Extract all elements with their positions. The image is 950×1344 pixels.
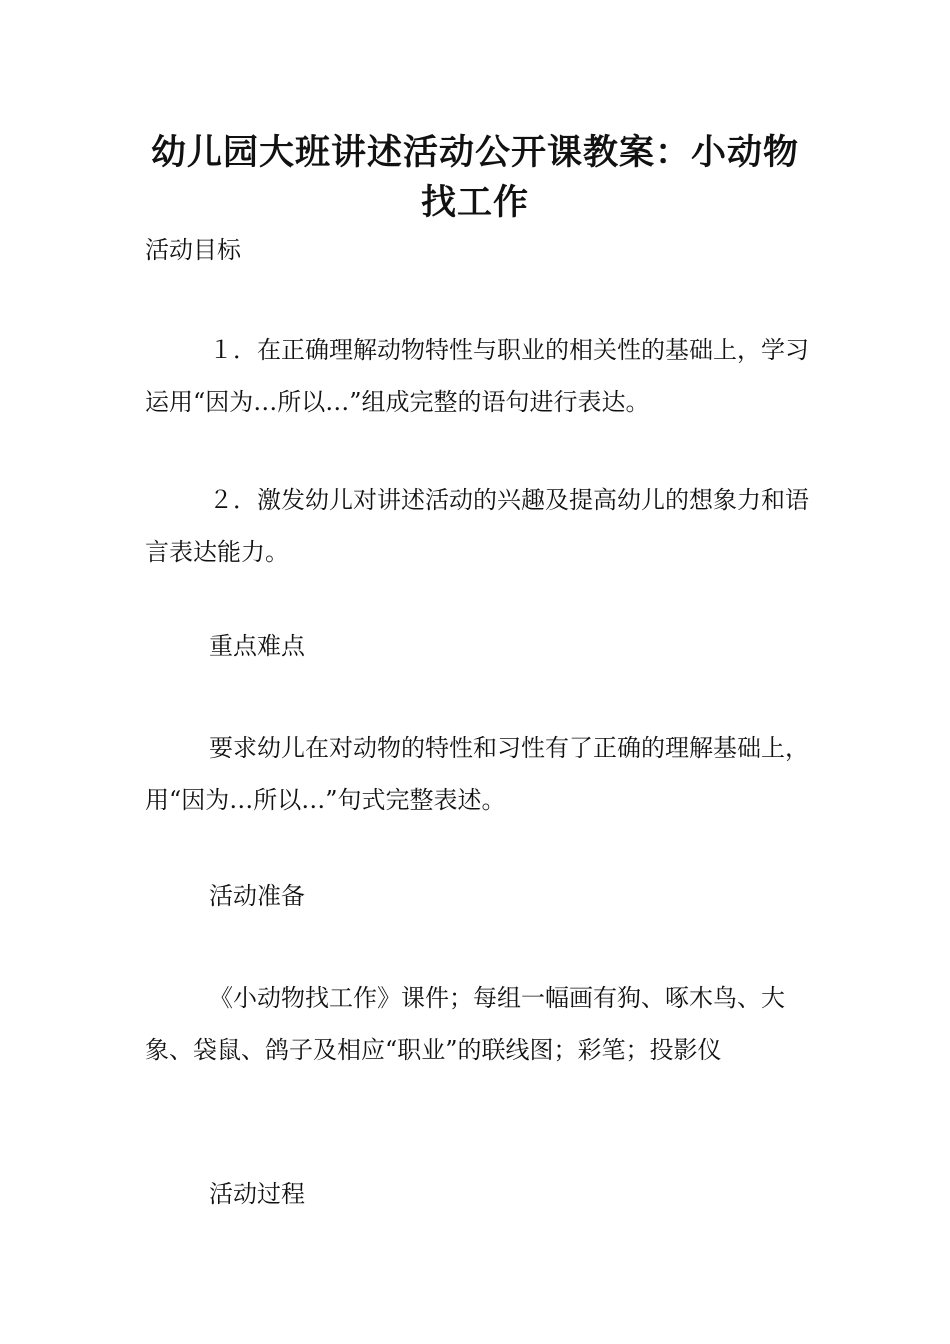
document-title: 幼儿园大班讲述活动公开课教案：小动物找工作 [150, 133, 799, 223]
section-heading-goals: 活动目标 [145, 236, 241, 264]
preparation-paragraph: 《小动物找工作》课件；每组一幅画有狗、啄木鸟、大象、袋鼠、鸽子及相应“职业”的联线图；彩笔；投影仪 [145, 984, 785, 1064]
section-heading-process: 活动过程 [209, 1180, 305, 1208]
key-points-paragraph: 要求幼儿在对动物的特性和习性有了正确的理解基础上，用“因为…所以…”句式完整表述。 [145, 734, 809, 814]
goal-item-2: ２．激发幼儿对讲述活动的兴趣及提高幼儿的想象力和语言表达能力。 [145, 486, 809, 566]
section-heading-key-points: 重点难点 [209, 632, 305, 660]
section-heading-preparation: 活动准备 [209, 882, 305, 910]
goal-item-1: １．在正确理解动物特性与职业的相关性的基础上，学习运用“因为…所以…”组成完整的语句进行表达。 [145, 336, 809, 416]
